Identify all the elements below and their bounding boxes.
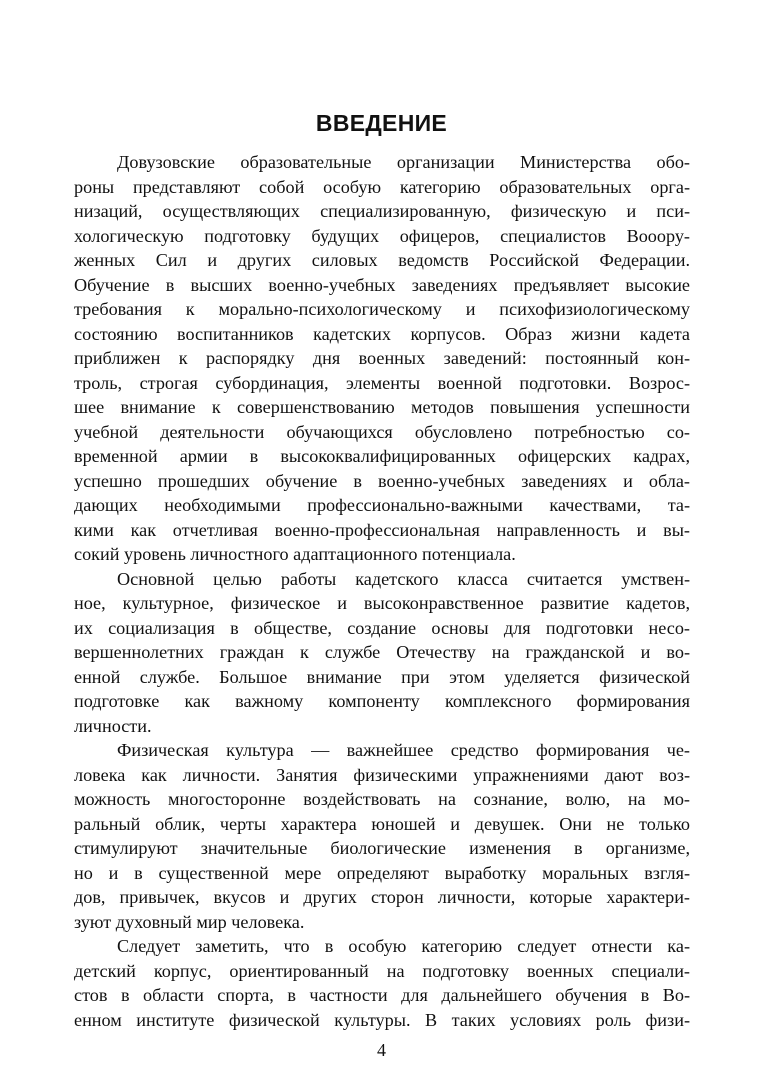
paragraph-line: хологическую подготовку будущих офицеров, специалистов Вооору- (74, 225, 690, 246)
paragraph-line: стов в области спорта, в частности для дальнейшего обучения в Во- (74, 985, 690, 1005)
paragraph-line: енном институте физической культуры. В таких условиях роль физи- (74, 1009, 690, 1030)
paragraph-line: вершеннолетних граждан к службе Отечеству на гражданской и во- (74, 642, 690, 662)
paragraph-line: ловека как личности. Занятия физическими упражнениями дают воз- (74, 764, 690, 785)
paragraph-line: можность многосторонне воздействовать на сознание, волю, на мо- (74, 789, 690, 809)
paragraph-line: кими как отчетливая военно-профессиональная направленность и вы- (74, 519, 690, 540)
paragraph-line: дов, привычек, вкусов и других сторон личности, которые характери- (74, 887, 690, 907)
paragraph (74, 150, 690, 567)
page-number: 4 (377, 1040, 386, 1060)
paragraph-line: но и в существенной мере определяют выработку моральных взгля- (74, 862, 690, 883)
paragraph-line: Следует заметить, что в особую категорию следует отнести ка- (117, 936, 690, 956)
paragraph-line: подготовке как важному компоненту комплексного формирования (74, 691, 690, 711)
paragraph-line: енной службе. Большое внимание при этом уделяется физической (74, 666, 690, 687)
body-text (74, 150, 690, 1032)
paragraph-line: Основной целью работы кадетского класса считается умствен- (117, 568, 690, 589)
paragraph-line: состоянию воспитанников кадетских корпусов. Образ жизни кадета (74, 323, 690, 344)
paragraph-line: Физическая культура — важнейшее средство формирования че- (117, 740, 690, 760)
paragraph-line: ральный облик, черты характера юношей и девушек. Они не только (74, 813, 690, 834)
paragraph-line: их социализация в обществе, создание основы для подготовки несо- (74, 617, 690, 638)
paragraph-line: успешно прошедших обучение в военно-учебных заведениях и обла- (74, 470, 690, 491)
paragraph-line: Довузовские образовательные организации Министерства обо- (117, 152, 690, 172)
paragraph-line: приближен к распорядку дня военных заведений: постоянный кон- (74, 348, 690, 368)
paragraph (74, 934, 690, 1032)
paragraph-line: ное, культурное, физическое и высоконравственное развитие кадетов, (74, 593, 690, 613)
paragraph (74, 567, 690, 739)
paragraph-line: временной армии в высококвалифицированных офицерских кадрах, (74, 446, 690, 466)
paragraph-line: стимулируют значительные биологические изменения в организме, (74, 838, 690, 858)
paragraph-line: дающих необходимыми профессионально-важными качествами, та- (74, 495, 690, 515)
paragraph-line: низаций, осуществляющих специализированную, физическую и пси- (74, 201, 690, 221)
paragraph-line: учебной деятельности обучающихся обусловлено потребностью со- (74, 421, 690, 442)
paragraph-line: требования к морально-психологическому и психофизиологическому (74, 299, 690, 319)
paragraph-line: троль, строгая субординация, элементы военной подготовки. Возрос- (74, 372, 690, 393)
paragraph-line: личности. (74, 715, 152, 736)
page-title: ВВЕДЕНИЕ (315, 110, 448, 136)
paragraph-line: Обучение в высших военно-учебных заведениях предъявляет высокие (74, 274, 690, 295)
paragraph (74, 738, 690, 934)
paragraph-line: шее внимание к совершенствованию методов повышения успешности (74, 397, 690, 417)
paragraph-line: сокий уровень личностного адаптационного потенциала. (74, 544, 516, 564)
paragraph-line: зуют духовный мир человека. (74, 911, 305, 932)
paragraph-line: детский корпус, ориентированный на подготовку военных специали- (74, 960, 690, 981)
paragraph-line: женных Сил и других силовых ведомств Российской Федерации. (74, 250, 690, 270)
paragraph-line: роны представляют собой особую категорию образовательных орга- (74, 176, 690, 197)
